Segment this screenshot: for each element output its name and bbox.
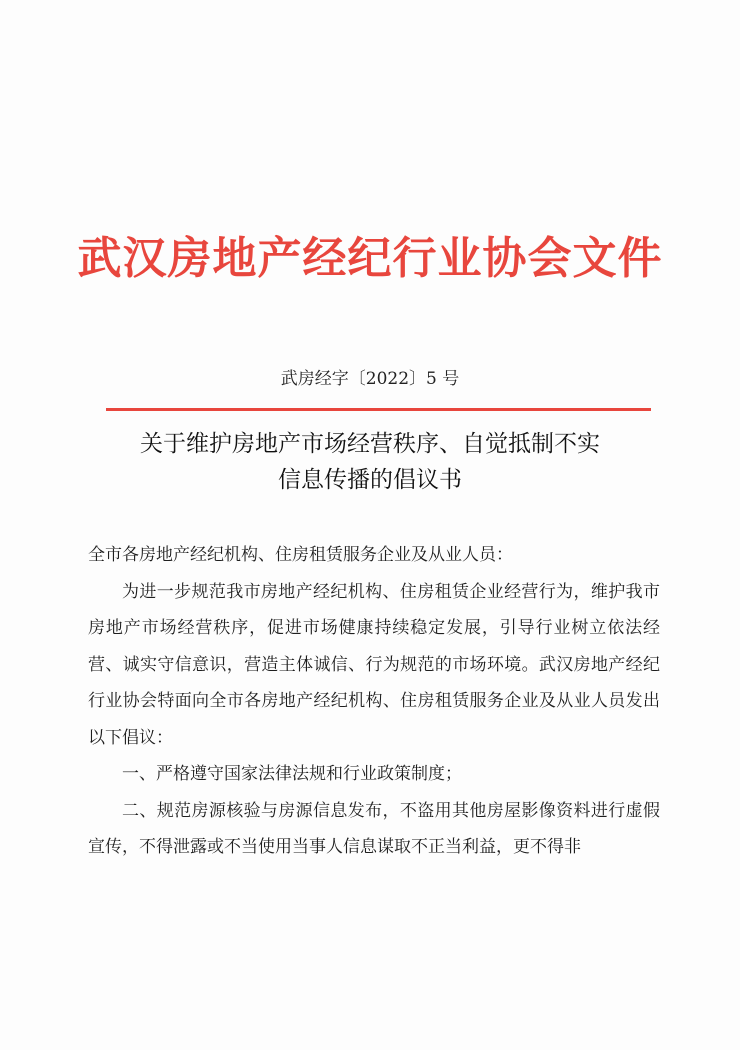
proposal-item-1: 一、严格遵守国家法律法规和行业政策制度； [122,764,462,784]
body-paragraph-1: 为进一步规范我市房地产经纪机构、住房租赁企业经营行为，维护我市房地产市场经营秩序，促进市场健康持续稳定发展，引导行业树立依法经营、诚实守信意识，营造主体诚信、行为规范的市场环境。武汉房地产经纪行业协会特面向全市各房地产经纪机构、住房租赁服务企业及从业人员发出以下倡议： [88,581,660,748]
document-title-line-1: 关于维护房地产市场经营秩序、自觉抵制不实 [140,431,600,457]
organization-title: 武汉房地产经纪行业协会文件 [77,233,663,284]
document-number: 武房经字〔2022〕5 号 [280,369,460,389]
proposal-item-2: 二、规范房源核验与房源信息发布，不盗用其他房屋影像资料进行虚假宣传，不得泄露或不当使用当事人信息谋取不正当利益，更不得非 [88,800,660,857]
document-body [88,537,660,866]
salutation: 全市各房地产经纪机构、住房租赁服务企业及从业人员： [88,545,513,565]
document-title [60,426,680,498]
red-separator-line [106,408,651,411]
document-title-line-2: 信息传播的倡议书 [278,467,462,493]
